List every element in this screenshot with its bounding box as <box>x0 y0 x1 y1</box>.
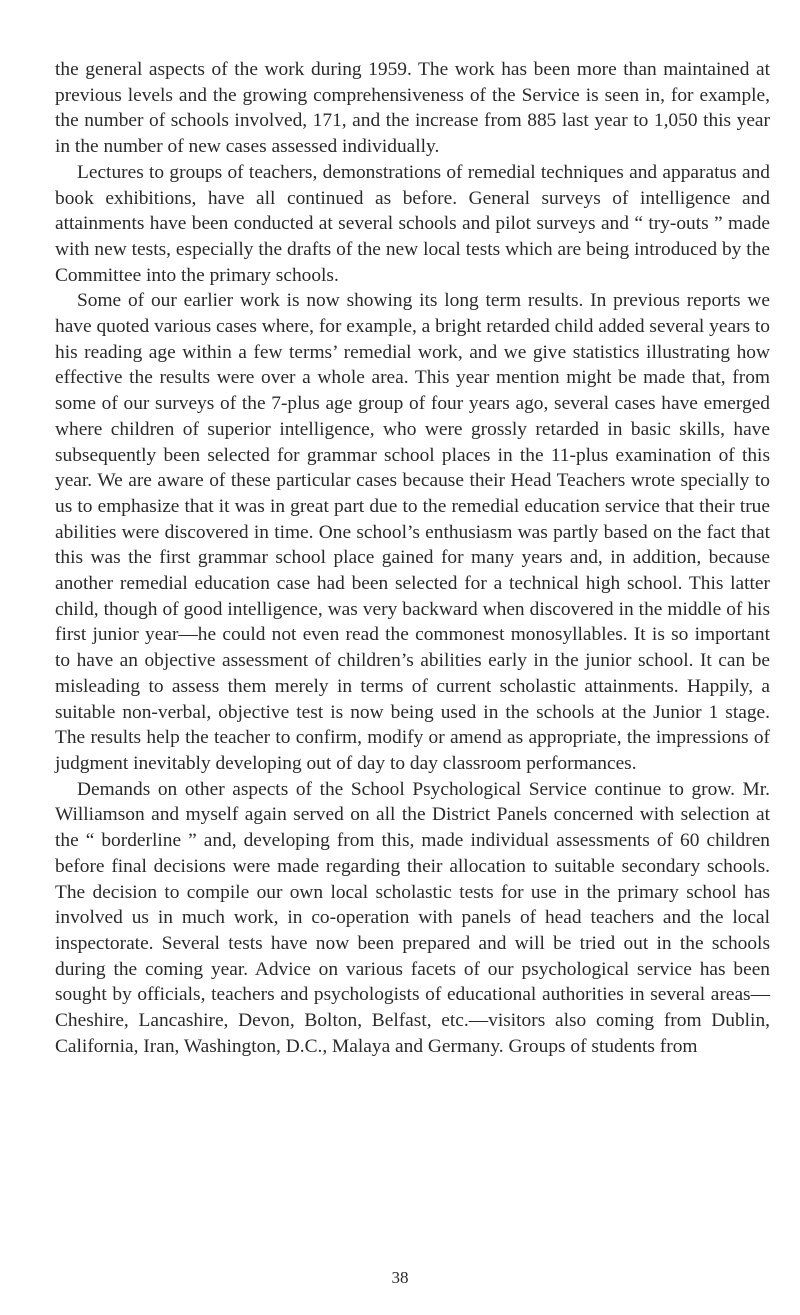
paragraph-demands: Demands on other aspects of the School Psychological Service continue to grow. Mr. Williamson and myself again served on all the District Panels concerned with selection at the “ borderline ” and, developing from this, made individual assessments of 60 children before final decisions were made regarding their allocation to suitable secondary schools. The decision to compile our own local scholastic tests for use in the primary school has involved us in much work, in co-operation with panels of head teachers and the local inspectorate. Several tests have now been prepared and will be tried out in the schools during the coming year. Advice on various facets of our psychological service has been sought by officials, teachers and psychologists of educational authorities in several areas—Cheshire, Lancashire, Devon, Bolton, Belfast, etc.—visitors also coming from Dublin, California, Iran, Washington, D.C., Malaya and Germany. Groups of students from <box>55 778 770 1057</box>
paragraph-long-term-results: Some of our earlier work is now showing its long term results. In previous reports we have quoted various cases where, for example, a bright retarded child added several years to his reading age within a few terms’ remedial work, and we give statistics illustrating how effective the results were over a whole area. This year mention might be made that, from some of our surveys of the 7-plus age group of four years ago, several cases have emerged where children of superior intelligence, who were grossly retarded in basic skills, have subsequently been selected for grammar school places in the 11-plus examination of this year. We are aware of these particular cases because their Head Teachers wrote specially to us to emphasize that it was in great part due to the remedial education service that their true abilities were discovered in time. One school’s enthusiasm was partly based on the fact that this was the first grammar school place gained for many years and, in addition, because another remedial education case had been selected for a technical high school. This latter child, though of good intelligence, was very backward when discovered in the middle of his first junior year—he could not even read the commonest monosyllables. It is so important to have an objective assessment of children’s abilities early in the junior school. It can be misleading to assess them merely in terms of current scholastic attainments. Happily, a suitable non-verbal, objective test is now being used in the schools at the Junior 1 stage. The results help the teacher to confirm, modify or amend as appropriate, the impressions of judgment inevitably developing out of day to day classroom performances. <box>55 290 771 774</box>
paragraph-continuation: the general aspects of the work during 1959. The work has been more than maintained at previous levels and the growing comprehensiveness of the Service is seen in, for example, the number of schools involved, 171, and the increase from 885 last year to 1,050 this year in the number of new cases assessed individually. <box>55 59 770 158</box>
document-body <box>55 57 770 1059</box>
paragraph-lectures: Lectures to groups of teachers, demonstrations of remedial techniques and apparatus and book exhibitions, have all continued as before. General surveys of intelligence and attainments have been conducted at several schools and pilot surveys and “ try-outs ” made with new tests, especially the drafts of the new local tests which are being introduced by the Committee into the primary schools. <box>55 161 770 286</box>
page-number: 38 <box>391 1268 409 1287</box>
